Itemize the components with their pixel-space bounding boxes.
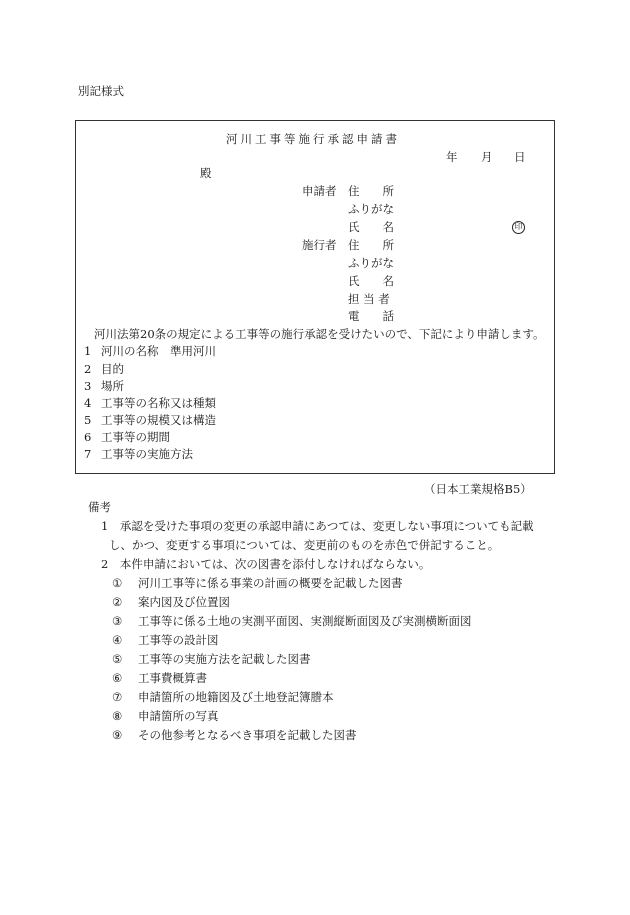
item-label: 工事等の期間 <box>101 430 170 444</box>
contractor-phone-label: 電 話 <box>348 309 394 323</box>
remarks-note-1-line-2: し、かつ、変更する事項については、変更前のものを赤色で併記すること。 <box>109 538 500 552</box>
contractor-person-label: 担 当 者 <box>348 292 390 306</box>
item-label: 河川の名称 準用河川 <box>101 344 216 358</box>
attachment-4 <box>112 633 219 647</box>
attachment-label: その他参考となるべき事項を記載した図書 <box>138 728 357 742</box>
attachment-label: 申請箇所の地籍図及び土地登記簿謄本 <box>138 690 334 704</box>
applicant-address-label: 住 所 <box>348 184 394 198</box>
remarks-note-2: 2 本件申請においては、次の図書を添付しなければならない。 <box>101 557 431 571</box>
attachment-label: 工事費概算書 <box>138 671 207 685</box>
attachment-7 <box>112 690 334 704</box>
item-number: 5 <box>84 413 92 427</box>
attachment-number: ⑦ <box>112 690 123 704</box>
contractor-name-label: 氏 名 <box>348 274 394 288</box>
attachment-6 <box>112 671 207 685</box>
item-label: 工事等の名称又は種類 <box>101 396 216 410</box>
application-statement: 河川法第20条の規定による工事等の施行承認を受けたいので、下記により申請します。 <box>94 327 545 341</box>
item-number: 7 <box>84 447 92 461</box>
attachment-1 <box>112 576 403 590</box>
date-day: 日 <box>514 150 526 164</box>
seal-mark <box>512 220 525 234</box>
attachment-label: 工事等の実施方法を記載した図書 <box>138 652 311 666</box>
item-number: 3 <box>84 379 92 393</box>
item-label: 工事等の実施方法 <box>101 447 193 461</box>
attachment-number: ① <box>112 576 123 590</box>
form-title: 河川工事等施行承認申請書 <box>226 132 400 146</box>
attachment-number: ⑨ <box>112 728 123 742</box>
item-label: 場所 <box>101 379 124 393</box>
attachment-label: 申請箇所の写真 <box>138 709 219 723</box>
attachment-number: ⑥ <box>112 671 123 685</box>
attachment-label: 河川工事等に係る事業の計画の概要を記載した図書 <box>138 576 403 590</box>
item-5 <box>84 413 216 427</box>
attachment-number: ④ <box>112 633 123 647</box>
item-2 <box>84 362 124 376</box>
date-year: 年 <box>446 150 458 164</box>
seal-icon: 印 <box>512 221 525 234</box>
applicant-furigana-label: ふりがな <box>348 202 394 216</box>
item-label: 工事等の規模又は構造 <box>101 413 216 427</box>
contractor-address-label: 住 所 <box>348 238 394 252</box>
item-6 <box>84 430 170 444</box>
attachment-label: 工事等の設計図 <box>138 633 219 647</box>
contractor-furigana-label: ふりがな <box>348 256 394 270</box>
attachment-2 <box>112 595 230 609</box>
remarks-heading: 備考 <box>88 500 111 514</box>
item-4 <box>84 396 216 410</box>
attachment-number: ② <box>112 595 123 609</box>
attachment-label: 工事等に係る土地の実測平面図、実測縦断面図及び実測横断面図 <box>138 614 472 628</box>
attachment-8 <box>112 709 219 723</box>
attachment-label: 案内図及び位置図 <box>138 595 230 609</box>
attachment-number: ⑤ <box>112 652 123 666</box>
applicant-name-label: 氏 名 <box>348 220 394 234</box>
item-number: 1 <box>84 344 92 358</box>
item-1 <box>84 344 216 358</box>
form-label: 別記様式 <box>78 84 124 98</box>
attachment-number: ③ <box>112 614 123 628</box>
item-label: 目的 <box>101 362 124 376</box>
attachment-3 <box>112 614 472 628</box>
item-number: 2 <box>84 362 92 376</box>
attachment-9 <box>112 728 357 742</box>
contractor-heading: 施行者 <box>302 238 337 252</box>
item-number: 6 <box>84 430 92 444</box>
addressee-suffix: 殿 <box>200 166 212 180</box>
attachment-5 <box>112 652 311 666</box>
applicant-heading: 申請者 <box>302 184 337 198</box>
item-number: 4 <box>84 396 92 410</box>
attachment-number: ⑧ <box>112 709 123 723</box>
remarks-note-1-line-1: 1 承認を受けた事項の変更の承認申請にあつては、変更しない事項についても記載 <box>101 519 534 533</box>
standard-note: （日本工業規格B5） <box>424 482 532 496</box>
item-7 <box>84 447 193 461</box>
item-3 <box>84 379 124 393</box>
date-month: 月 <box>481 150 493 164</box>
